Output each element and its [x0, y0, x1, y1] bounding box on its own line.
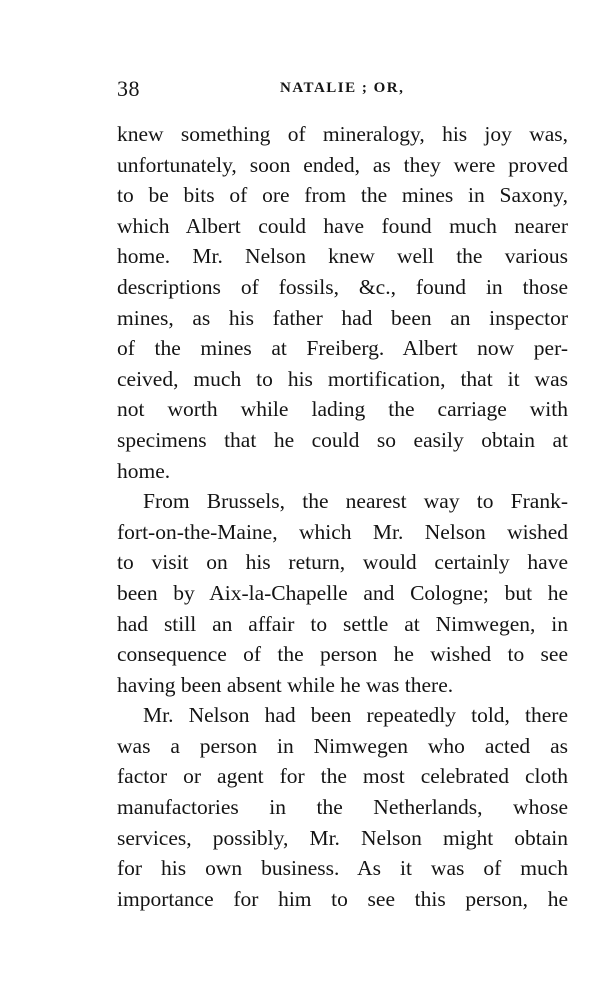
text-line: services, possibly, Mr. Nelson might obtain	[117, 825, 568, 850]
text-line: to be bits of ore from the mines in Saxony,	[117, 183, 568, 208]
paragraph-end-line: having been absent while he was there.	[117, 672, 454, 697]
text-line: unfortunately, soon ended, as they were proved	[117, 152, 568, 177]
text-line: specimens that he could so easily obtain at	[117, 427, 568, 452]
text-line: been by Aix-la-Chapelle and Cologne; but he	[117, 580, 568, 605]
text-line: not worth while lading the carriage with	[117, 397, 568, 422]
text-line: knew something of mineralogy, his joy was,	[117, 122, 568, 146]
text-line: home. Mr. Nelson knew well the various	[117, 244, 568, 269]
body-text	[117, 119, 568, 914]
text-line: fort-on-the-Maine, which Mr. Nelson wished	[117, 519, 568, 544]
text-line: which Albert could have found much nearer	[117, 213, 568, 238]
text-line: to visit on his return, would certainly have	[117, 550, 568, 575]
text-line: importance for him to see this person, he	[117, 886, 568, 911]
text-line: ceived, much to his mortification, that it was	[117, 366, 568, 391]
text-line: descriptions of fossils, &c., found in those	[117, 274, 568, 299]
text-line: consequence of the person he wished to see	[117, 642, 568, 667]
running-head: NATALIE ; OR,	[280, 80, 405, 96]
paragraph-start-line: From Brussels, the nearest way to Frank-	[143, 489, 568, 514]
text-line: factor or agent for the most celebrated cloth	[117, 764, 568, 789]
page-number: 38	[117, 76, 140, 101]
text-line: had still an affair to settle at Nimwegen, in	[117, 611, 568, 636]
text-line: of the mines at Freiberg. Albert now per-	[117, 336, 568, 361]
paragraph-start-line: Mr. Nelson had been repeatedly told, there	[143, 703, 568, 728]
text-line: for his own business. As it was of much	[117, 856, 568, 881]
paragraph-end-line: home.	[117, 458, 171, 483]
text-line: manufactories in the Netherlands, whose	[117, 795, 568, 820]
text-line: mines, as his father had been an inspector	[117, 305, 568, 330]
text-line: was a person in Nimwegen who acted as	[117, 733, 568, 758]
